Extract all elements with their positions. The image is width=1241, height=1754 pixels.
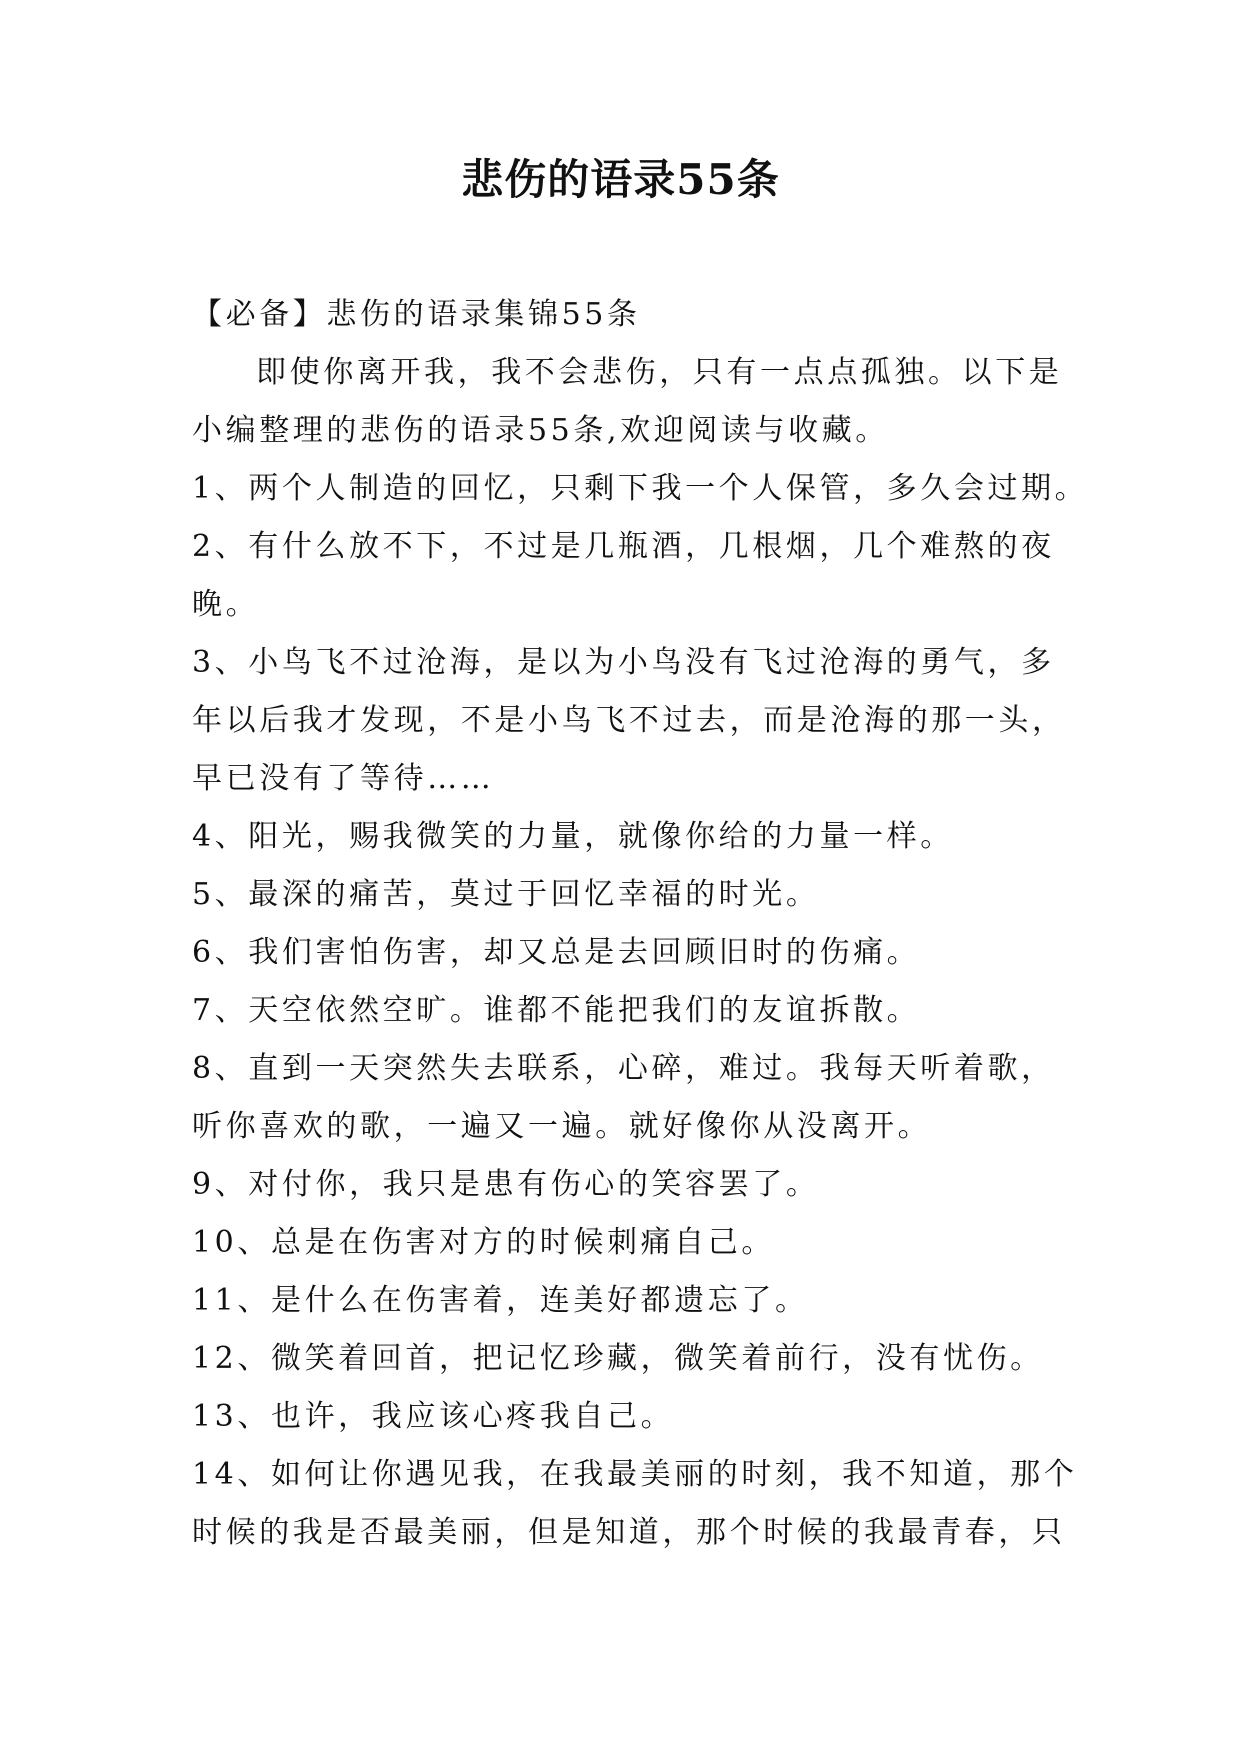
intro-line: 即使你离开我，我不会悲伤，只有一点点孤独。以下是 <box>256 355 1063 390</box>
document-title: 悲伤的语录55条 <box>461 155 780 204</box>
quote-line: 听你喜欢的歌，一遍又一遍。就好像你从没离开。 <box>192 1109 932 1144</box>
quote-line: 7、天空依然空旷。谁都不能把我们的友谊拆散。 <box>192 993 921 1028</box>
quote-line: 3、小鸟飞不过沧海，是以为小鸟没有飞过沧海的勇气，多 <box>192 645 1055 680</box>
document-body <box>192 286 1092 1562</box>
quote-line: 13、也许，我应该心疼我自己。 <box>192 1399 675 1434</box>
quote-line: 年以后我才发现，不是小鸟飞不过去，而是沧海的那一头， <box>192 703 1066 738</box>
quote-line: 早已没有了等待…… <box>192 761 495 796</box>
quote-line: 10、总是在伤害对方的时候刺痛自己。 <box>192 1225 775 1260</box>
quote-line: 4、阳光，赐我微笑的力量，就像你给的力量一样。 <box>192 819 954 854</box>
intro-line: 小编整理的悲伤的语录55条,欢迎阅读与收藏。 <box>192 413 889 448</box>
quote-line: 12、微笑着回首，把记忆珍藏，微笑着前行，没有忧伤。 <box>192 1341 1044 1376</box>
quote-line: 2、有什么放不下，不过是几瓶酒，几根烟，几个难熬的夜 <box>192 529 1055 564</box>
quote-line: 14、如何让你遇见我，在我最美丽的时刻，我不知道，那个 <box>192 1457 1078 1492</box>
quote-line: 6、我们害怕伤害，却又总是去回顾旧时的伤痛。 <box>192 935 921 970</box>
quote-line: 8、直到一天突然失去联系，心碎，难过。我每天听着歌， <box>192 1051 1055 1086</box>
quote-line: 时候的我是否最美丽，但是知道，那个时候的我最青春，只 <box>192 1515 1066 1550</box>
quote-line: 11、是什么在伤害着，连美好都遗忘了。 <box>192 1283 809 1318</box>
quote-line: 晚。 <box>192 587 260 622</box>
quote-line: 9、对付你，我只是患有伤心的笑容罢了。 <box>192 1167 820 1202</box>
quote-line: 5、最深的痛苦，莫过于回忆幸福的时光。 <box>192 877 820 912</box>
quote-line: 1、两个人制造的回忆，只剩下我一个人保管，多久会过期。 <box>192 471 1089 506</box>
subtitle-line: 【必备】悲伤的语录集锦55条 <box>192 297 641 332</box>
